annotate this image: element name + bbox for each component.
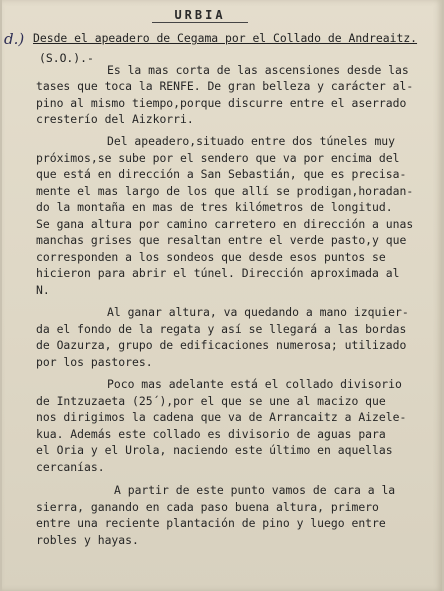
- text-line: Del apeadero,situado entre dos túneles muy: [107, 134, 396, 148]
- text-line: N.: [36, 283, 50, 297]
- typewritten-page: [2, 0, 442, 591]
- text-line: Es la mas corta de las ascensiones desde las: [107, 63, 409, 77]
- text-line: de Intzuzaeta (25´),por el que se une al macizo que: [36, 394, 386, 408]
- text-line: nos dirigimos la cadena que va de Arrancaitz a Aizele-: [36, 410, 407, 424]
- section-heading-orientation: (S.O.).-: [39, 51, 94, 65]
- text-line: sierra, ganando en cada paso buena altura, primero: [36, 500, 379, 514]
- text-line: cresterío del Aizkorri.: [36, 112, 194, 126]
- text-line: hicieron para abrir el túnel. Dirección aproximada al: [36, 266, 400, 280]
- text-line: robles y hayas.: [36, 533, 139, 547]
- text-line: kua. Además este collado es divisorio de aguas para: [36, 427, 386, 441]
- margin-annotation: d.): [4, 30, 25, 48]
- text-line: de Oazurza, grupo de edificaciones numerosa; utilizado: [36, 338, 407, 352]
- text-line: mente el mas largo de los que allí se prodigan,horadan-: [36, 184, 414, 198]
- text-line: Poco mas adelante está el collado divisorio: [107, 377, 402, 391]
- text-line: pino al mismo tiempo,porque discurre entre el aserrado: [36, 96, 407, 110]
- text-line: Se gana altura por camino carretero en dirección a unas: [36, 217, 414, 231]
- text-line: entre una reciente plantación de pino y luego entre: [36, 516, 386, 530]
- section-heading: Desde el apeadero de Cegama por el Collado de Andreaitz.: [33, 31, 418, 45]
- text-line: próximos,se sube por el sendero que va por encima del: [36, 151, 400, 165]
- text-line: el Oria y el Urola, naciendo este último en aquellas: [36, 443, 393, 457]
- text-line: tases que toca la RENFE. De gran belleza y carácter al-: [36, 79, 414, 93]
- text-line: por los pastores.: [36, 355, 153, 369]
- text-line: cercanías.: [36, 460, 105, 474]
- document-title: URBIA: [152, 8, 248, 23]
- text-line: manchas grises que resaltan entre el verde pasto,y que: [36, 233, 407, 247]
- text-line: do la montaña en mas de tres kilómetros de longitud.: [36, 200, 393, 214]
- text-line: da el fondo de la regata y así se llegará a las bordas: [36, 322, 407, 336]
- text-line: A partir de este punto vamos de cara a la: [114, 483, 396, 497]
- text-line: corresponden a los sondeos que desde esos puntos se: [36, 250, 386, 264]
- text-line: Al ganar altura, va quedando a mano izquier-: [107, 305, 409, 319]
- text-line: que está en dirección a San Sebastián, que es precisa-: [36, 167, 407, 181]
